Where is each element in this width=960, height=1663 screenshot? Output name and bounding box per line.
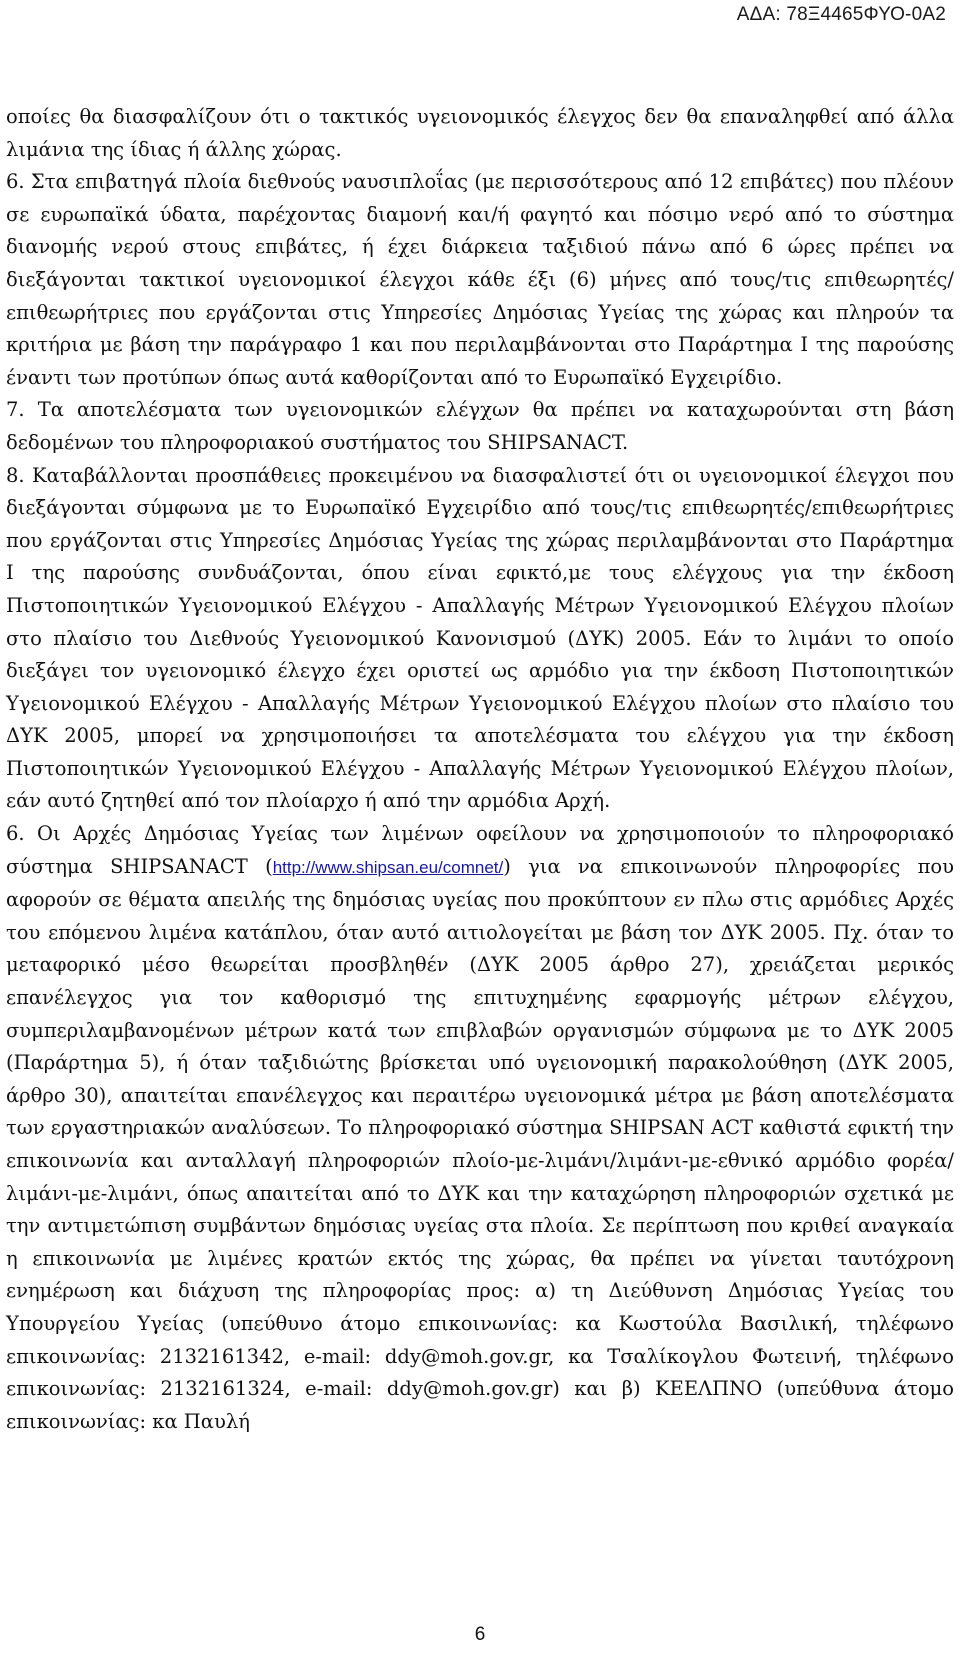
document-body — [6, 101, 954, 1438]
page-number: 6 — [474, 1624, 486, 1645]
paragraph-item-6: 6. Στα επιβατηγά πλοία διεθνούς ναυσιπλοΐας (με περισσότερους από 12 επιβάτες) που πλέουν σε ευρωπαϊκά ύδατα, παρέχοντας διαμονή και/ή φαγητό και πόσιμο νερό από το σύστημα διανομής νερού στους επιβάτες, ή έχει διάρκεια ταξιδιού πάνω από 6 ώρες πρέπει να διεξάγονται τακτικοί υγειονομικοί έλεγχοι κάθε έξι (6) μήνες από τους/τις επιθεωρητές/επιθεωρήτριες που εργάζονται στις Υπηρεσίες Δημόσιας Υγείας της χώρας και πληρούν τα κριτήρια με βάση την παράγραφο 1 και που περιλαμβάνονται στο Παράρτημα Ι της παρούσης έναντι των προτύπων όπως αυτά καθορίζονται από το Ευρωπαϊκό Εγχειρίδιο. — [6, 170, 954, 389]
shipsan-link[interactable]: http://www.shipsan.eu/comnet/ — [272, 857, 504, 877]
ada-reference: ΑΔΑ: 78Ξ4465ΦΥΟ-0Α2 — [736, 4, 946, 25]
paragraph-item-6-second — [6, 818, 954, 1438]
paragraph-continuation: οποίες θα διασφαλίζουν ότι ο τακτικός υγειονομικός έλεγχος δεν θα επαναληφθεί από άλλα λιμάνια της ίδιας ή άλλης χώρας. — [6, 105, 954, 161]
paragraph-item-7: 7. Τα αποτελέσματα των υγειονομικών ελέγχων θα πρέπει να καταχωρούνται στη βάση δεδομένων του πληροφοριακού συστήματος του SHIPSANACT. — [6, 398, 954, 454]
paragraph-text-before-link: 6. Οι Αρχές Δημόσιας Υγείας των λιμένων οφείλουν να χρησιμοποιούν το πληροφοριακό σύστημα SHIPSANACT ( — [6, 822, 954, 878]
paragraph-item-8: 8. Καταβάλλονται προσπάθειες προκειμένου να διασφαλιστεί ότι οι υγειονομικοί έλεγχοι που διεξάγονται σύμφωνα με το Ευρωπαϊκό Εγχειρίδιο από τους/τις επιθεωρητές/επιθεωρήτριες που εργάζονται στις Υπηρεσίες Δημόσιας Υγείας της χώρας περιλαμβάνονται στο Παράρτημα Ι της παρούσης συνδυάζονται, όπου είναι εφικτό,με τους ελέγχους για την έκδοση Πιστοποιητικών Υγειονομικού Ελέγχου - Απαλλαγής Μέτρων Υγειονομικού Ελέγχου πλοίων στο πλαίσιο του Διεθνούς Υγειονομικού Κανονισμού (ΔΥΚ) 2005. Εάν το λιμάνι το οποίο διεξάγει τον υγειονομικό έλεγχο έχει οριστεί ως αρμόδιο για την έκδοση Πιστοποιητικών Υγειονομικού Ελέγχου - Απαλλαγής Μέτρων Υγειονομικού Ελέγχου πλοίων στο πλαίσιο του ΔΥΚ 2005, μπορεί να χρησιμοποιήσει τα αποτελέσματα του ελέγχου για την έκδοση Πιστοποιητικών Υγειονομικού Ελέγχου - Απαλλαγής Μέτρων Υγειονομικού Ελέγχου πλοίων, εάν αυτό ζητηθεί από τον πλοίαρχο ή από την αρμόδια Αρχή. — [6, 463, 954, 813]
paragraph-text-after-link: ) για να επικοινωνούν πληροφορίες που αφορούν σε θέματα απειλής της δημόσιας υγείας που προκύπτουν εν πλω στις αρμόδιες Αρχές του επόμενου λιμένα κατάπλου, όταν αυτό αιτιολογείται με βάση τον ΔΥΚ 2005. Πχ. όταν το μεταφορικό μέσο θεωρείται προσβληθέν (ΔΥΚ 2005 άρθρο 27), χρειάζεται μερικός επανέλεγχος για τον καθορισμό της επιτυχημένης εφαρμογής μέτρων ελέγχου, συμπεριλαμβανομένων μέτρων κατά των επιβλαβών οργανισμών σύμφωνα με το ΔΥΚ 2005 (Παράρτημα 5), ή όταν ταξιδιώτης βρίσκεται υπό υγειονομική παρακολούθηση (ΔΥΚ 2005, άρθρο 30), απαιτείται επανέλεγχος και περαιτέρω υγειονομικά μέτρα με βάση αποτελέσματα των εργαστηριακών αναλύσεων. Το πληροφοριακό σύστημα SHIPSAN ACT καθιστά εφικτή την επικοινωνία και ανταλλαγή πληροφοριών πλοίο-με-λιμάνι/λιμάνι-με-εθνικό αρμόδιο φορέα/ λιμάνι-με-λιμάνι, όπως απαιτείται από το ΔΥΚ και την καταχώρηση πληροφοριών σχετικά με την αντιμετώπιση συμβάντων δημόσιας υγείας στα πλοία. Σε περίπτωση που κριθεί αναγκαία η επικοινωνία με λιμένες κρατών εκτός της χώρας, θα πρέπει να γίνεται ταυτόχρονη ενημέρωση και διάχυση της πληροφορίας προς: α) τη Διεύθυνση Δημόσιας Υγείας του Υπουργείου Υγείας (υπεύθυνο άτομο επικοινωνίας: κα Κωστούλα Βασιλική, τηλέφωνο επικοινωνίας: 2132161342, e-mail: ddy@moh.gov.gr, κα Τσαλίκογλου Φωτεινή, τηλέφωνο επικοινωνίας: 2132161324, e-mail: ddy@moh.gov.gr) και β) ΚΕΕΛΠΝΟ (υπεύθυνα άτομο επικοινωνίας: κα Παυλή — [6, 854, 954, 1433]
